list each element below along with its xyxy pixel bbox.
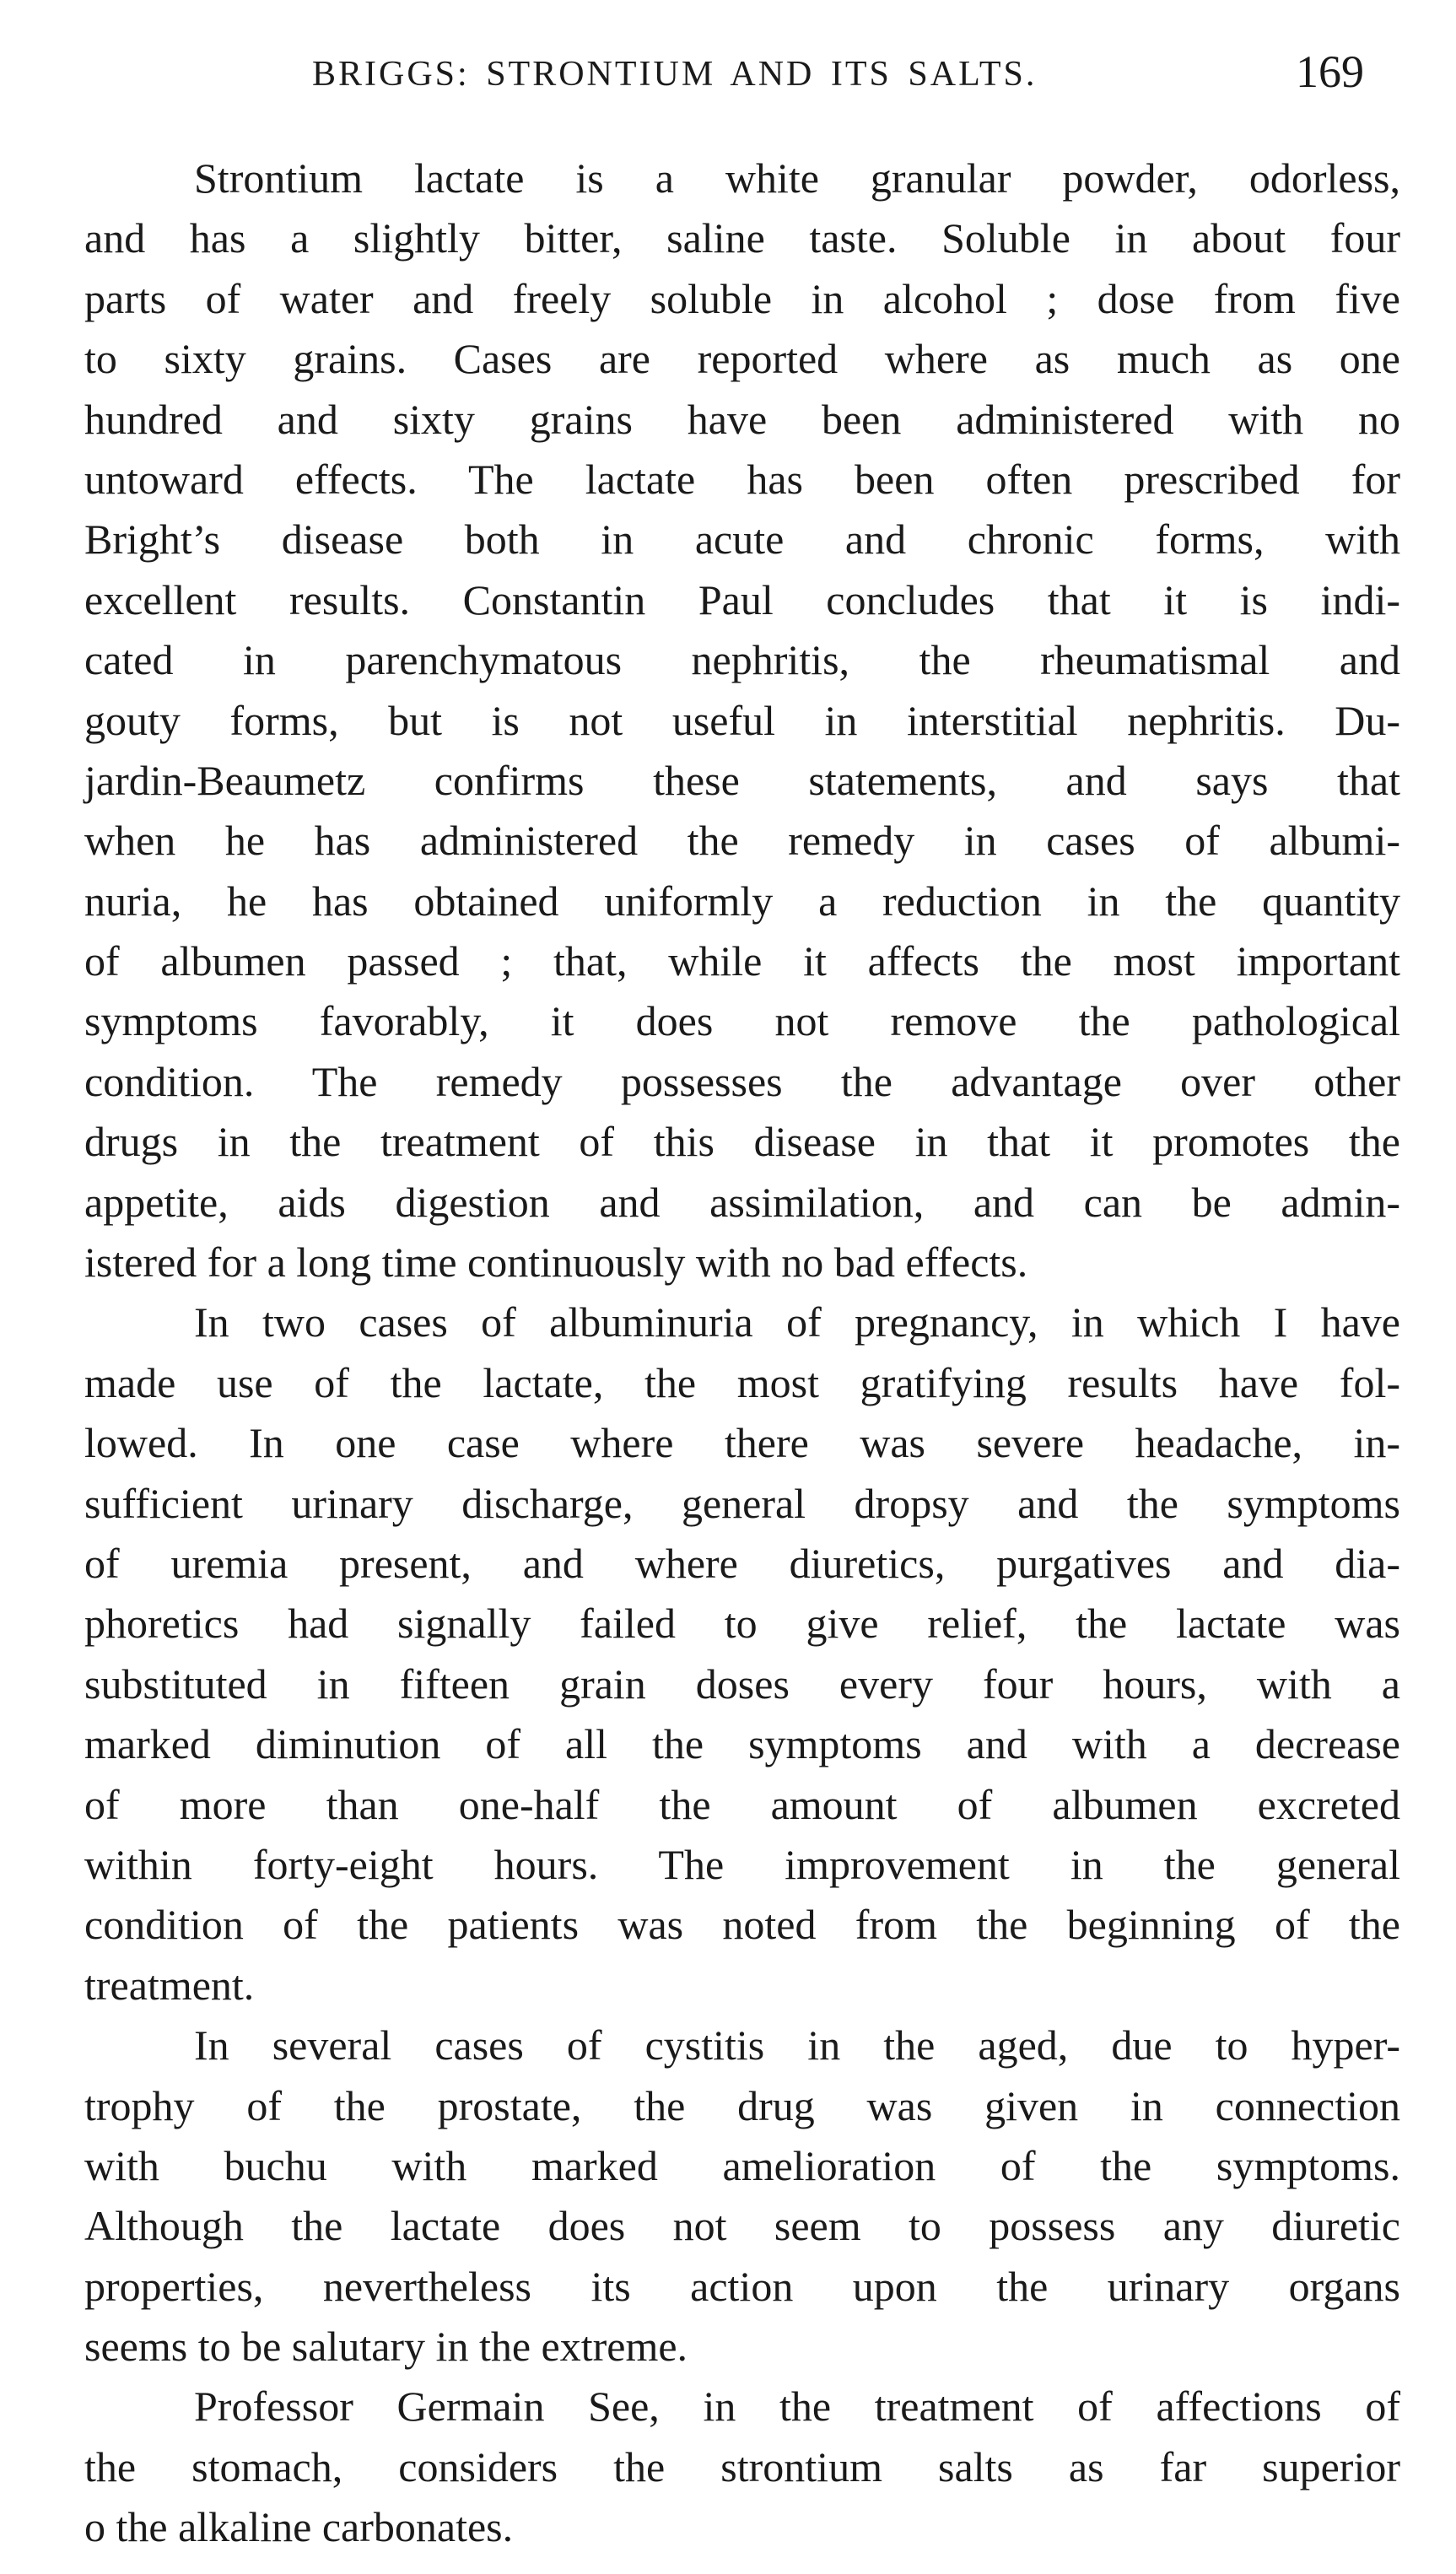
text-line: when he has administered the remedy in cases of albumi- <box>84 817 1400 865</box>
paragraph-1 <box>84 148 1400 1292</box>
text-line: marked diminution of all the symptoms and with a decrease <box>84 1720 1400 1768</box>
text-line: istered for a long time continuously with no bad effects. <box>84 1238 1028 1287</box>
text-line: within forty-eight hours. The improvement in the general <box>84 1840 1400 1888</box>
text-line: Strontium lactate is a white granular powder, odorless, <box>194 154 1400 202</box>
text-line: drugs in the treatment of this disease in that it promotes the <box>84 1118 1400 1166</box>
text-line: Bright’s disease both in acute and chronic forms, with <box>84 515 1400 564</box>
page-number: 169 <box>1296 46 1364 97</box>
text-line: seems to be salutary in the extreme. <box>84 2323 688 2371</box>
text-line: of uremia present, and where diuretics, purgatives and dia- <box>84 1539 1400 1587</box>
text-line: hundred and sixty grains have been administered with no <box>84 395 1400 443</box>
running-title: BRIGGS: STRONTIUM AND ITS SALTS. <box>312 55 1038 94</box>
text-line: sufficient urinary discharge, general dropsy and the symptoms <box>84 1479 1400 1527</box>
text-line: of more than one-half the amount of albumen excreted <box>84 1780 1400 1828</box>
text-line: the stomach, considers the strontium salts as far superior <box>84 2442 1400 2490</box>
text-line: made use of the lactate, the most gratifying results have fol- <box>84 1358 1400 1406</box>
body-text <box>84 148 1400 2558</box>
text-line: lowed. In one case where there was severe headache, in- <box>84 1419 1400 1467</box>
text-line: with buchu with marked amelioration of the symptoms. <box>84 2141 1400 2189</box>
text-line: phoretics had signally failed to give relief, the lactate was <box>84 1600 1400 1648</box>
text-line: gouty forms, but is not useful in interstitial nephritis. Du- <box>84 696 1400 744</box>
text-line: jardin-Beaumetz confirms these statements, and says that <box>84 756 1400 804</box>
text-line: condition. The remedy possesses the advantage over other <box>84 1057 1400 1105</box>
text-line: treatment. <box>84 1961 255 2009</box>
paragraph-4 <box>84 2377 1400 2557</box>
text-line: nuria, he has obtained uniformly a reduction in the quantity <box>84 877 1400 925</box>
text-line: to sixty grains. Cases are reported where as much as one <box>84 335 1400 383</box>
text-line: untoward effects. The lactate has been often prescribed for <box>84 455 1400 503</box>
text-line: properties, nevertheless its action upon the urinary organs <box>84 2262 1400 2310</box>
text-line: parts of water and freely soluble in alcohol ; dose from five <box>84 274 1400 322</box>
text-line: Although the lactate does not seem to possess any diuretic <box>84 2202 1400 2250</box>
text-line: excellent results. Constantin Paul concludes that it is indi- <box>84 575 1400 623</box>
text-line: trophy of the prostate, the drug was given in connection <box>84 2081 1400 2129</box>
paragraph-2 <box>84 1292 1400 2015</box>
text-line: o the alkaline carbonates. <box>84 2503 514 2551</box>
text-line: appetite, aids digestion and assimilation, and can be admin- <box>84 1178 1400 1226</box>
text-line: symptoms favorably, it does not remove the pathological <box>84 997 1400 1045</box>
text-line: of albumen passed ; that, while it affects the most important <box>84 937 1400 985</box>
text-line: Professor Germain See, in the treatment of affections of <box>194 2382 1400 2431</box>
text-line: condition of the patients was noted from the beginning of the <box>84 1901 1400 1949</box>
paragraph-3 <box>84 2015 1400 2377</box>
text-line: cated in parenchymatous nephritis, the rheumatismal and <box>84 636 1400 684</box>
text-line: and has a slightly bitter, saline taste. Soluble in about four <box>84 214 1400 262</box>
text-line: substituted in fifteen grain doses every four hours, with a <box>84 1659 1400 1708</box>
text-line: In several cases of cystitis in the aged, due to hyper- <box>194 2021 1400 2069</box>
text-line: In two cases of albuminuria of pregnancy, in which I have <box>194 1298 1400 1346</box>
